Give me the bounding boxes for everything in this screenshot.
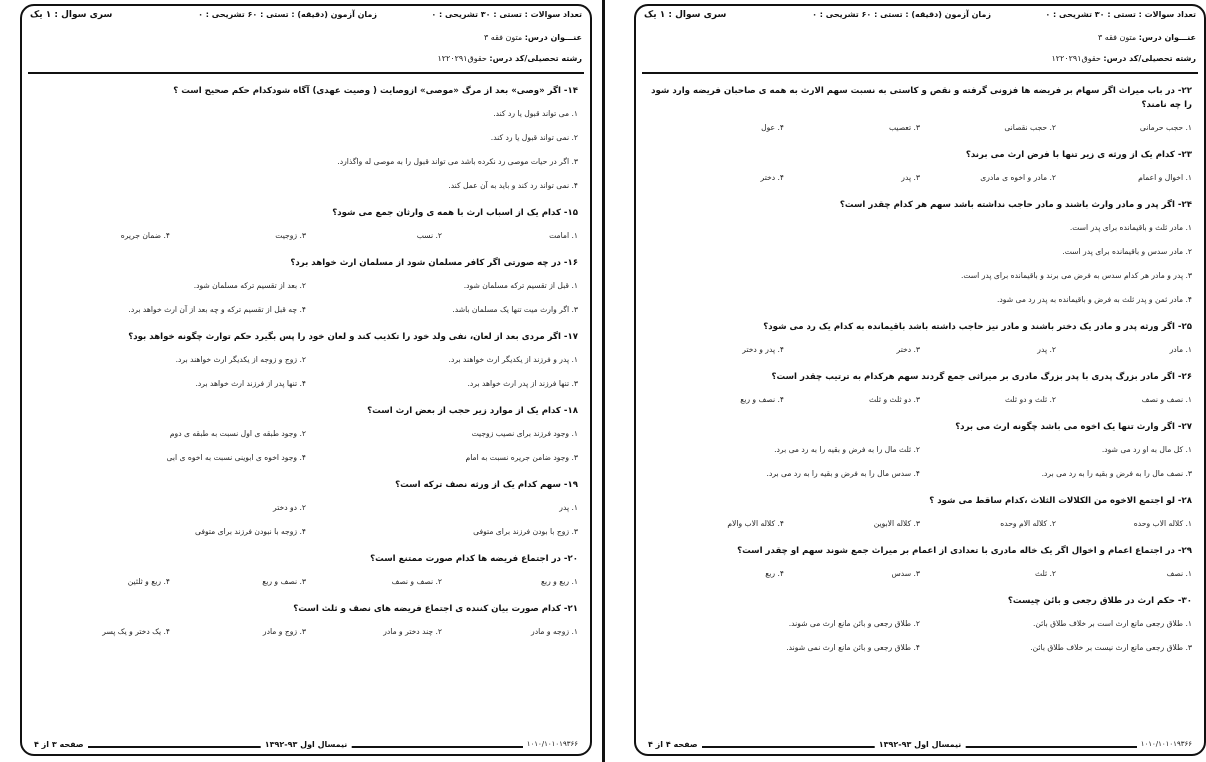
answer-option[interactable]: ۴. چه قبل از تقسیم ترکه و چه بعد از آن ارث خواهد برد. [128,305,306,314]
answer-option[interactable]: ۲. مادر سدس و باقیمانده برای پدر است. [1062,247,1192,256]
answer-options [648,117,1192,141]
course-title: عنـــوان درس: متون فقه ۳ [1097,33,1196,42]
question-item [648,80,1192,141]
footer-term: نیمسال اول ۹۳-۱۳۹۲ [261,740,352,749]
page-footer [634,740,1206,754]
answer-option[interactable]: ۱. نصف [1166,569,1192,578]
answer-option[interactable]: ۲. نصف و نصف [391,577,442,586]
answer-option[interactable]: ۴. سدس مال را به فرض و بقیه را به رد می برد. [766,469,920,478]
answer-option[interactable]: ۲. ثلث مال را به فرض و بقیه را به رد می برد. [774,445,920,454]
page-number: صفحه ۳ از ۴ [30,740,88,749]
exam-page-4 [634,0,1206,762]
answer-option[interactable]: ۲. طلاق رجعی و بائن مانع ارث می شوند. [788,619,920,628]
answer-options [34,423,578,471]
answer-option[interactable]: ۲. ثلث و دو ثلث [1004,395,1056,404]
question-item [648,144,1192,191]
question-text: ۲۶- اگر مادر بزرگ پدری با پدر بزرگ مادری بر میراثی جمع گردند سهم هرکدام به ترتیب چقدر است؟ [771,372,1192,382]
answer-option[interactable]: ۴. ربع و ثلثین [127,577,170,586]
answer-options [648,513,1192,537]
question-text: ۱۹- سهم کدام یک از ورثه نصف ترکه است؟ [395,480,578,490]
answer-option[interactable]: ۳. زوج و مادر [262,627,306,636]
question-item [34,548,578,595]
answer-option[interactable]: ۱. کلاله الاب وحده [1133,519,1192,528]
exam-header [30,10,582,30]
answer-option[interactable]: ۱. زوجه و مادر [531,627,578,636]
exam-header [644,10,1196,30]
answer-option[interactable]: ۳. پدر و مادر هر کدام سدس به فرض می برند و باقیمانده برای پدر است. [960,271,1192,280]
question-item [648,540,1192,587]
answer-option[interactable]: ۱. می تواند قبول یا رد کند. [493,109,578,118]
answer-option[interactable]: ۱. اخوال و اعمام [1138,173,1192,182]
footer-code: ۱۰۱۰/۱۰۱۰۱۹۳۶۶ [523,740,582,748]
footer-code: ۱۰۱۰/۱۰۱۰۱۹۳۶۶ [1137,740,1196,748]
answer-option[interactable]: ۱. امامت [549,231,578,240]
question-item [648,194,1192,313]
question-text: ۲۲- در باب میراث اگر سهام بر فریضه ها فزونی گرفته و نقص و کاستی به نسبت سهم الارث به همه ی صاحبان فریضه وارد شود را چه نامند؟ [651,86,1192,110]
question-text: ۳۰- حکم ارث در طلاق رجعی و بائن چیست؟ [1007,596,1192,606]
question-count: تعداد سوالات : تستی : ۳۰ تشریحی : ۰ [1045,10,1196,19]
question-item [648,490,1192,537]
answer-option[interactable]: ۴. پدر و دختر [742,345,784,354]
answer-option[interactable]: ۴. تنها پدر از فرزند ارث خواهد برد. [195,379,306,388]
answer-option[interactable]: ۳. تنها فرزند از پدر ارث خواهد برد. [467,379,578,388]
question-item [648,416,1192,487]
question-list [648,80,1192,664]
answer-option[interactable]: ۲. نسب [416,231,442,240]
question-text: ۱۶- در چه صورتی اگر کافر مسلمان شود از مسلمان ارث خواهد برد؟ [290,258,578,268]
answer-option[interactable]: ۳. دختر [896,345,920,354]
answer-options [34,349,578,397]
question-count: تعداد سوالات : تستی : ۳۰ تشریحی : ۰ [431,10,582,19]
answer-option[interactable]: ۴. دختر [760,173,784,182]
question-item [34,80,578,199]
field-code: رشته تحصیلی/کد درس: حقوق۱۲۲۰۲۹۱ [1051,54,1196,63]
header-rule [28,72,584,74]
answer-option[interactable]: ۴. یک دختر و یک پسر [102,627,170,636]
question-text: ۱۷- اگر مردی بعد از لعان، نفی ولد خود را تکذیب کند و لعان خود را پس بگیرد حکم توارث چگونه خواهد بود؟ [128,332,578,342]
question-series: سری سوال : ۱ یک [30,10,113,20]
answer-option[interactable]: ۲. وجود طبقه ی اول نسبت به طبقه ی دوم [169,429,306,438]
answer-option[interactable]: ۴. نمی تواند رد کند و باید به آن عمل کند. [448,181,578,190]
answer-option[interactable]: ۴. وجود اخوه ی ابوینی نسبت به اخوه ی ابی [166,453,306,462]
question-text: ۲۹- در اجتماع اعمام و اخوال اگر یک خاله مادری با تعدادی از اعمام بر میراث جمع شوند سهم او چقدر است؟ [737,546,1192,556]
question-text: ۱۸- کدام یک از موارد زیر حجب از بعض ارث است؟ [367,406,578,416]
exam-page-3 [20,0,592,762]
course-title: عنـــوان درس: متون فقه ۳ [483,33,582,42]
answer-option[interactable]: ۲. مادر و اخوه ی مادری [980,173,1056,182]
field-code: رشته تحصیلی/کد درس: حقوق۱۲۲۰۲۹۱ [437,54,582,63]
question-item [34,400,578,471]
header-rule [642,72,1198,74]
answer-option[interactable]: ۳. وجود ضامن جریره نسبت به امام [465,453,578,462]
question-text: ۲۱- کدام صورت بیان کننده ی اجتماع فریضه های نصف و ثلث است؟ [293,604,578,614]
answer-options [34,621,578,645]
answer-option[interactable]: ۳. پدر [901,173,920,182]
answer-option[interactable]: ۲. حجب نقصانی [1004,123,1056,132]
answer-option[interactable]: ۱. پدر [559,503,578,512]
question-item [34,326,578,397]
answer-option[interactable]: ۳. سدس [891,569,920,578]
answer-option[interactable]: ۱. حجب حرمانی [1139,123,1192,132]
answer-options [648,439,1192,487]
answer-option[interactable]: ۳. اگر در حیات موصی رد نکرده باشد می تواند قبول را به موصی له واگذارد. [337,157,578,166]
question-text: ۲۸- لو اجتمع الاخوه من الکلالات الثلاث ،کدام ساقط می شود ؟ [929,496,1192,506]
question-text: ۱۴- اگر «وصی» بعد از مرگ «موصی» ازوصایت ( وصیت عهدی) آگاه شودکدام حکم صحیح است ؟ [173,86,578,96]
question-item [34,474,578,545]
answer-option[interactable]: ۲. زوج و زوجه از یکدیگر ارث خواهند برد. [175,355,306,364]
answer-option[interactable]: ۲. چند دختر و مادر [383,627,442,636]
answer-options [34,103,578,199]
answer-options [34,275,578,323]
answer-options [648,339,1192,363]
answer-option[interactable]: ۴. کلاله الاب والام [727,519,784,528]
answer-option[interactable]: ۳. تعصیب [888,123,920,132]
question-item [648,590,1192,661]
page-number: صفحه ۴ از ۴ [644,740,702,749]
answer-option[interactable]: ۱. وجود فرزند برای نصیب زوجیت [471,429,578,438]
question-text: ۱۵- کدام یک از اسباب ارث با همه ی وارثان جمع می شود؟ [332,208,578,218]
question-item [34,252,578,323]
question-item [34,202,578,249]
answer-option[interactable]: ۳. دو ثلث و ثلث [868,395,920,404]
answer-options [34,497,578,545]
question-list [34,80,578,648]
answer-option[interactable]: ۱. قبل از تقسیم ترکه مسلمان شود. [463,281,578,290]
answer-option[interactable]: ۱. طلاق رجعی مانع ارث است بر خلاف طلاق بائن. [1032,619,1192,628]
answer-option[interactable]: ۱. پدر و فرزند از یکدیگر ارث خواهند برد. [448,355,578,364]
answer-option[interactable]: ۲. نمی تواند قبول یا رد کند. [490,133,578,142]
answer-option[interactable]: ۲. بعد از تقسیم ترکه مسلمان شود. [193,281,306,290]
question-text: ۲۳- کدام یک از ورثه ی زیر تنها با فرض ارث می برند؟ [965,150,1192,160]
answer-option[interactable]: ۳. اگر وارث میت تنها یک مسلمان باشد. [452,305,578,314]
question-item [34,598,578,645]
footer-term: نیمسال اول ۹۳-۱۳۹۲ [875,740,966,749]
answer-option[interactable]: ۲. دو دختر [273,503,306,512]
answer-option[interactable]: ۴. زوجه با نبودن فرزند برای متوفی [195,527,306,536]
question-text: ۲۵- اگر ورثه پدر و مادر یک دختر باشند و مادر نیز حاجب داشته باشد باقیمانده به کدام یک رد می شود؟ [763,322,1192,332]
answer-option[interactable]: ۳. نصف مال را به فرض و بقیه را به رد می برد. [1041,469,1192,478]
answer-option[interactable]: ۱. مادر [1169,345,1192,354]
question-item [648,316,1192,363]
answer-option[interactable]: ۳. کلاله الابوین [873,519,920,528]
exam-time: زمان آزمون (دقیقه) : تستی : ۶۰ تشریحی : ۰ [812,10,991,19]
question-text: ۲۰- در اجتماع فریضه ها کدام صورت ممتنع است؟ [370,554,578,564]
page-footer [20,740,592,754]
answer-option[interactable]: ۱. مادر ثلث و باقیمانده برای پدر است. [1069,223,1192,232]
answer-options [34,571,578,595]
answer-option[interactable]: ۱. نصف و نصف [1141,395,1192,404]
answer-option[interactable]: ۳. زوج با بودن فرزند برای متوفی [473,527,578,536]
answer-option[interactable]: ۲. پدر [1037,345,1056,354]
answer-option[interactable]: ۴. طلاق رجعی و بائن مانع ارث نمی شوند. [786,643,920,652]
answer-options [648,563,1192,587]
answer-options [34,225,578,249]
answer-option[interactable]: ۴. نصف و ربع [740,395,784,404]
answer-option[interactable]: ۴. مادر ثمن و پدر ثلث به فرض و باقیمانده به پدر رد می شود. [997,295,1192,304]
answer-option[interactable]: ۳. طلاق رجعی مانع ارث نیست بر خلاف طلاق بائن. [1030,643,1192,652]
answer-option[interactable]: ۱. ربع و ربع [540,577,578,586]
question-text: ۲۴- اگر پدر و مادر وارث باشند و مادر حاجب نداشته باشد سهم هر کدام چقدر است؟ [839,200,1192,210]
page-divider [602,0,605,762]
answer-option[interactable]: ۲. ثلث [1034,569,1056,578]
answer-option[interactable]: ۴. ربع [765,569,784,578]
question-item [648,366,1192,413]
question-text: ۲۷- اگر وارث تنها یک اخوه می باشد چگونه ارث می برد؟ [955,422,1192,432]
question-series: سری سوال : ۱ یک [644,10,727,20]
answer-options [648,167,1192,191]
answer-option[interactable]: ۴. ضمان جریره [120,231,170,240]
answer-option[interactable]: ۳. زوجیت [275,231,306,240]
answer-option[interactable]: ۳. نصف و ربع [262,577,306,586]
answer-options [648,389,1192,413]
answer-options [648,613,1192,661]
answer-option[interactable]: ۱. کل مال به او رد می شود. [1101,445,1192,454]
exam-time: زمان آزمون (دقیقه) : تستی : ۶۰ تشریحی : ۰ [198,10,377,19]
answer-option[interactable]: ۴. عول [761,123,784,132]
answer-option[interactable]: ۲. کلاله الام وحده [1000,519,1056,528]
answer-options [648,217,1192,313]
